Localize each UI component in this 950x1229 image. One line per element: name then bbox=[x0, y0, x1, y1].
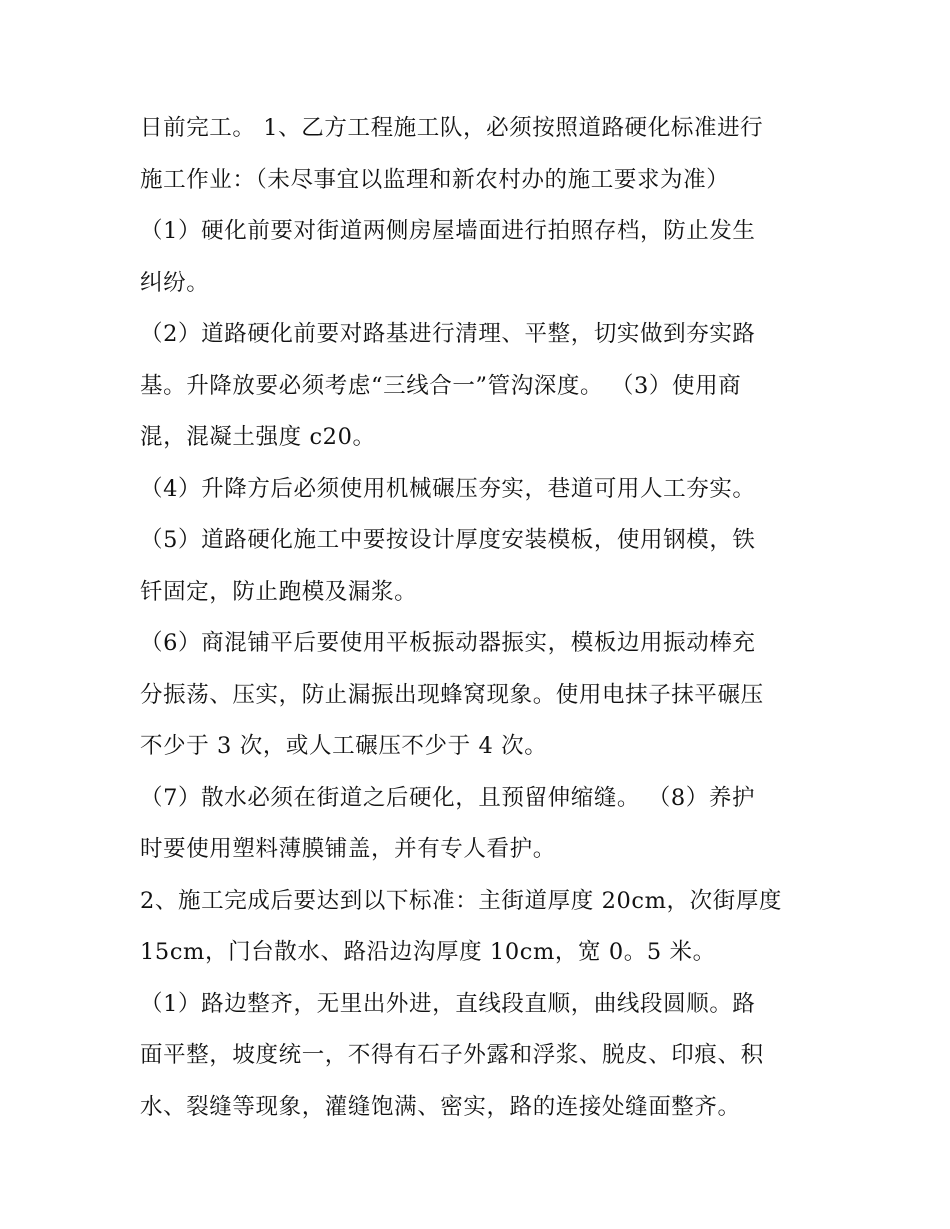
document-body bbox=[140, 103, 820, 1133]
text-line: （1）硬化前要对街道两侧房屋墙面进行拍照存档，防止发生 bbox=[140, 218, 756, 244]
text-line: 水、裂缝等现象，灌缝饱满、密实，路的连接处缝面整齐。 bbox=[140, 1093, 741, 1120]
text-line: 纠纷。 bbox=[140, 269, 210, 296]
text-line: 不少于 3 次，或人工碾压不少于 4 次。 bbox=[140, 733, 548, 759]
text-line: （1）路边整齐，无里出外进，直线段直顺，曲线段圆顺。路 bbox=[140, 990, 756, 1017]
text-line: 钎固定，防止跑模及漏浆。 bbox=[140, 578, 418, 605]
text-line: （2）道路硬化前要对路基进行清理、平整，切实做到夯实路 bbox=[140, 321, 756, 347]
text-line: 混，混凝土强度 c20。 bbox=[140, 424, 376, 450]
text-line: （5）道路硬化施工中要按设计厚度安装模板，使用钢模，铁 bbox=[140, 527, 756, 553]
text-line: 时要使用塑料薄膜铺盖，并有专人看护。 bbox=[140, 836, 556, 862]
text-line: 分振荡、压实，防止漏振出现蜂窝现象。使用电抹子抹平碾压 bbox=[140, 681, 764, 708]
text-line: 施工作业：（未尽事宜以监理和新农村办的施工要求为准） bbox=[140, 166, 730, 193]
text-line: 日前完工。 1、乙方工程施工队，必须按照道路硬化标准进行 bbox=[140, 115, 764, 141]
text-line: 基。升降放要必须考虑“三线合一”管沟深度。 （3）使用商 bbox=[140, 372, 742, 399]
text-line: 2、施工完成后要达到以下标准：主街道厚度 20cm，次街厚度 bbox=[140, 887, 783, 914]
text-line: 15cm，门台散水、路沿边沟厚度 10cm，宽 0。5 米。 bbox=[140, 939, 716, 965]
text-line: （6）商混铺平后要使用平板振动器振实，模板边用振动棒充 bbox=[140, 630, 756, 656]
text-line: （4）升降方后必须使用机械碾压夯实，巷道可用人工夯实。 bbox=[140, 475, 756, 502]
text-line: 面平整，坡度统一，不得有石子外露和浮浆、脱皮、印痕、积 bbox=[140, 1042, 764, 1068]
text-line: （7）散水必须在街道之后硬化，且预留伸缩缝。 （8）养护 bbox=[140, 784, 756, 811]
